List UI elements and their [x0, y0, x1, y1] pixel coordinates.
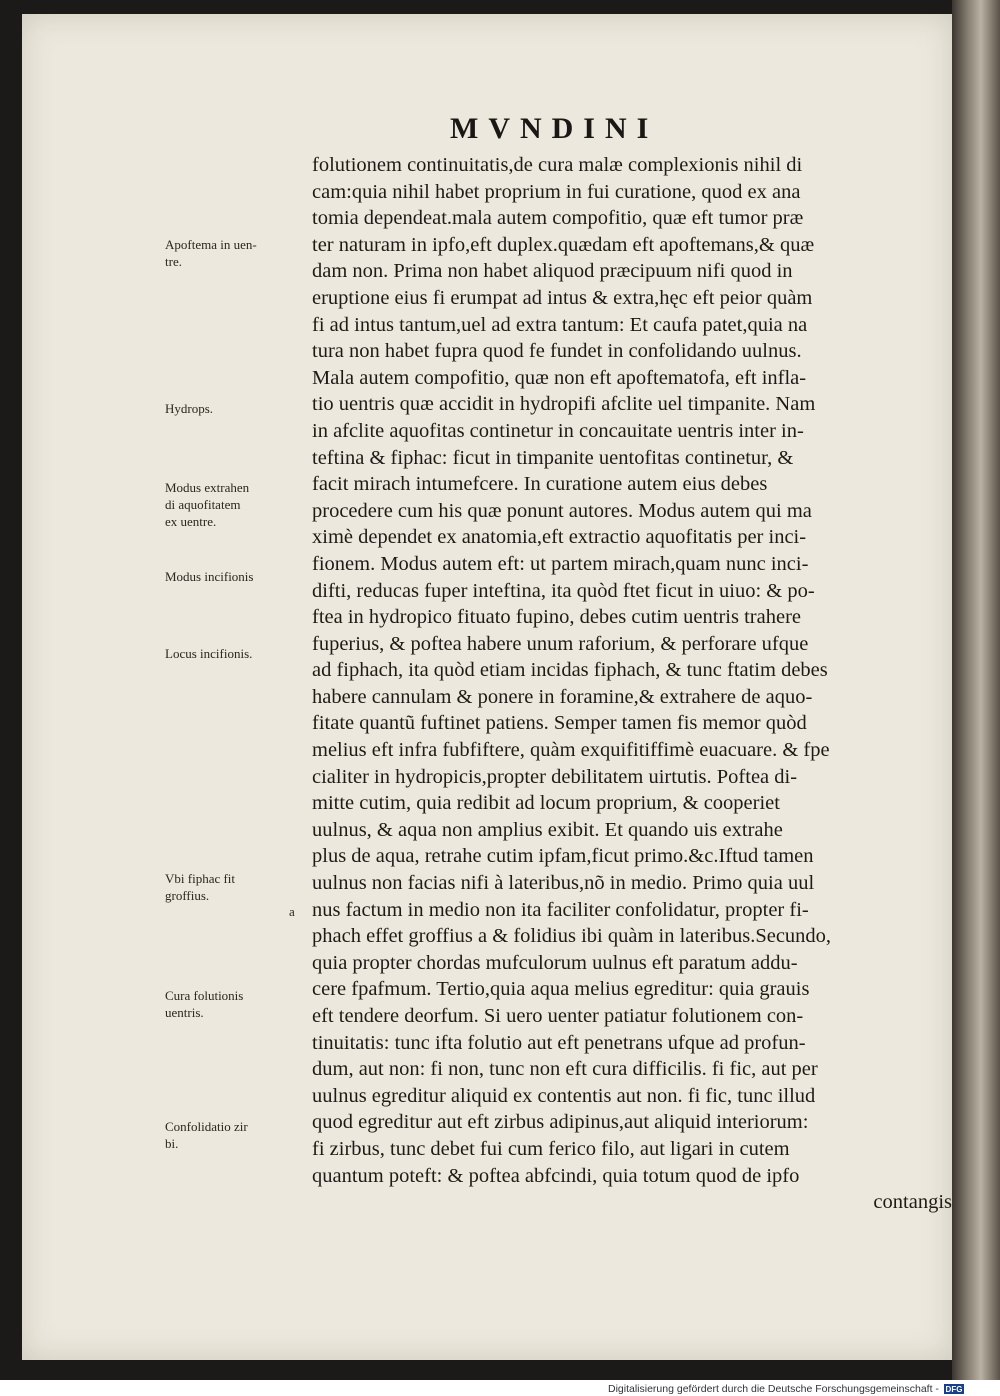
text-line: tinuitatis: tunc ifta folutio aut eft penetrans ufque ad profun-	[312, 1031, 806, 1054]
digitization-footer	[608, 1383, 1000, 1396]
text-line: uulnus, & aqua non amplius exibit. Et quando uis extrahe	[312, 818, 783, 841]
text-line: facit mirach intumefcere. In curatione autem eius debes	[312, 473, 768, 496]
margin-note-line: bi.	[165, 1136, 179, 1151]
text-line: in afclite aquofitas continetur in concauitate uentris inter in-	[312, 419, 804, 442]
text-line: ftea in hydropico fituato fupino, debes cutim uentris trahere	[312, 606, 801, 629]
margin-note-line: tre.	[165, 254, 182, 269]
text-line: Mala autem compofitio, quæ non eft apoftematofa, eft infla-	[312, 366, 807, 389]
margin-note	[165, 645, 313, 662]
margin-note-line: di aquofitatem	[165, 497, 241, 512]
text-line: difti, reducas fuper inteftina, ita quòd ftet ficut in uiuo: & po-	[312, 579, 815, 602]
text-line: uulnus non facias nifi à lateribus,nõ in medio. Primo quia uul	[312, 872, 815, 895]
text-line: fionem. Modus autem eft: ut partem mirach,quam nunc inci-	[312, 552, 809, 575]
text-line: ad fiphach, ita quòd etiam incidas fiphach, & tunc ftatim debes	[312, 659, 828, 682]
text-line: cialiter in hydropicis,propter debilitatem uirtutis. Poftea di-	[312, 765, 798, 788]
margin-note-line: Vbi fiphac fit	[165, 871, 236, 886]
margin-note-line: Modus incifionis	[165, 569, 254, 584]
text-line: uulnus egreditur aliquid ex contentis aut non. fi fic, tunc illud	[312, 1084, 816, 1107]
margin-note	[165, 1118, 313, 1152]
text-line: quantum poteft: & poftea abfcindi, quia totum quod de ipfo	[312, 1164, 800, 1187]
text-line: teftina & fiphac: ficut in timpanite uentofitas continetur, &	[312, 446, 794, 469]
margin-note	[165, 870, 313, 904]
margin-note	[165, 400, 313, 417]
text-line: cam:quia nihil habet proprium in fui curatione, quod ex ana	[312, 180, 801, 203]
text-line: dam non. Prima non habet aliquod præcipuum nifi quod in	[312, 260, 793, 283]
text-line: fi zirbus, tunc debet fui cum ferico filo, aut ligari in cutem	[312, 1137, 790, 1160]
text-line: plus de aqua, retrahe cutim ipfam,ficut primo.&c.Iftud tamen	[312, 845, 814, 868]
text-line: tura non habet fupra quod fe fundet in confolidando uulnus.	[312, 340, 802, 363]
text-line: quod egreditur aut eft zirbus adipinus,aut aliquid interiorum:	[312, 1111, 809, 1134]
margin-note-line: Apoftema in uen-	[165, 237, 257, 252]
margin-note-line: Confolidatio zir	[165, 1119, 248, 1134]
margin-note-line: ex uentre.	[165, 514, 217, 529]
dfg-logo	[944, 1384, 964, 1394]
text-line: dum, aut non: fi non, tunc non eft cura difficilis. fi fic, aut per	[312, 1058, 818, 1081]
text-line: cere fpafmum. Tertio,quia aqua melius egreditur: quia grauis	[312, 978, 810, 1001]
margin-note-line: Hydrops.	[165, 401, 214, 416]
margin-note-line: Locus incifionis.	[165, 646, 253, 661]
text-line: contangis	[873, 1191, 952, 1214]
text-line: tomia dependeat.mala autem compofitio, quæ eft tumor præ	[312, 207, 804, 230]
text-line: phach effet groffius a & folidius ibi quàm in lateribus.Secundo,	[312, 925, 832, 948]
text-line: quia propter chordas mufculorum uulnus eft paratum addu-	[312, 951, 798, 974]
running-title: MVNDINI	[450, 112, 659, 145]
margin-note-line: Cura folutionis	[165, 988, 244, 1003]
text-line: eft tendere deorfum. Si uero uenter patiatur folutionem con-	[312, 1005, 804, 1027]
margin-reference-marker: a	[289, 904, 295, 919]
book-binding-edge	[952, 0, 1000, 1380]
margin-note-line: uentris.	[165, 1005, 204, 1020]
text-line: melius eft infra fubfiftere, quàm exquifitiffimè euacuare. & fpe	[312, 739, 830, 762]
text-line: fitate quantũ fuftinet patiens. Semper tamen fis memor quòd	[312, 712, 807, 735]
text-line: nus factum in medio non ita faciliter confolidatur, propter fi-	[312, 898, 809, 921]
dfg-logo-text: DFG	[945, 1385, 963, 1395]
text-line: ter naturam in ipfo,eft duplex.quædam eft apoftemans,& quæ	[312, 233, 815, 256]
text-line: folutionem continuitatis,de cura malæ complexionis nihil di	[312, 154, 803, 176]
text-line: tio uentris quæ accidit in hydropifi afclite uel timpanite. Nam	[312, 393, 816, 416]
margin-note	[165, 568, 313, 585]
text-line: habere cannulam & ponere in foramine,& extrahere de aquo-	[312, 685, 813, 708]
text-line: fi ad intus tantum,uel ad extra tantum: Et caufa patet,quia na	[312, 313, 808, 336]
text-line: fuperius, & poftea habere unum raforium, & perforare ufque	[312, 632, 809, 655]
footer-credit-text: Digitalisierung gefördert durch die Deutsche Forschungsgemeinschaft -	[608, 1383, 939, 1395]
main-text-block	[312, 152, 952, 1216]
margin-note-line: Modus extrahen	[165, 480, 250, 495]
margin-note	[165, 987, 313, 1021]
text-line: procedere cum his quæ ponunt autores. Modus autem qui ma	[312, 499, 812, 522]
text-line: mitte cutim, quia redibit ad locum proprium, & cooperiet	[312, 792, 780, 815]
margin-note	[165, 236, 313, 270]
text-line: eruptione eius fi erumpat ad intus & extra,hęc eft peior quàm	[312, 286, 813, 309]
text-line: ximè dependet ex anatomia,eft extractio aquofitatis per inci-	[312, 526, 807, 549]
margin-note-line: groffius.	[165, 888, 210, 903]
margin-note	[165, 479, 313, 530]
